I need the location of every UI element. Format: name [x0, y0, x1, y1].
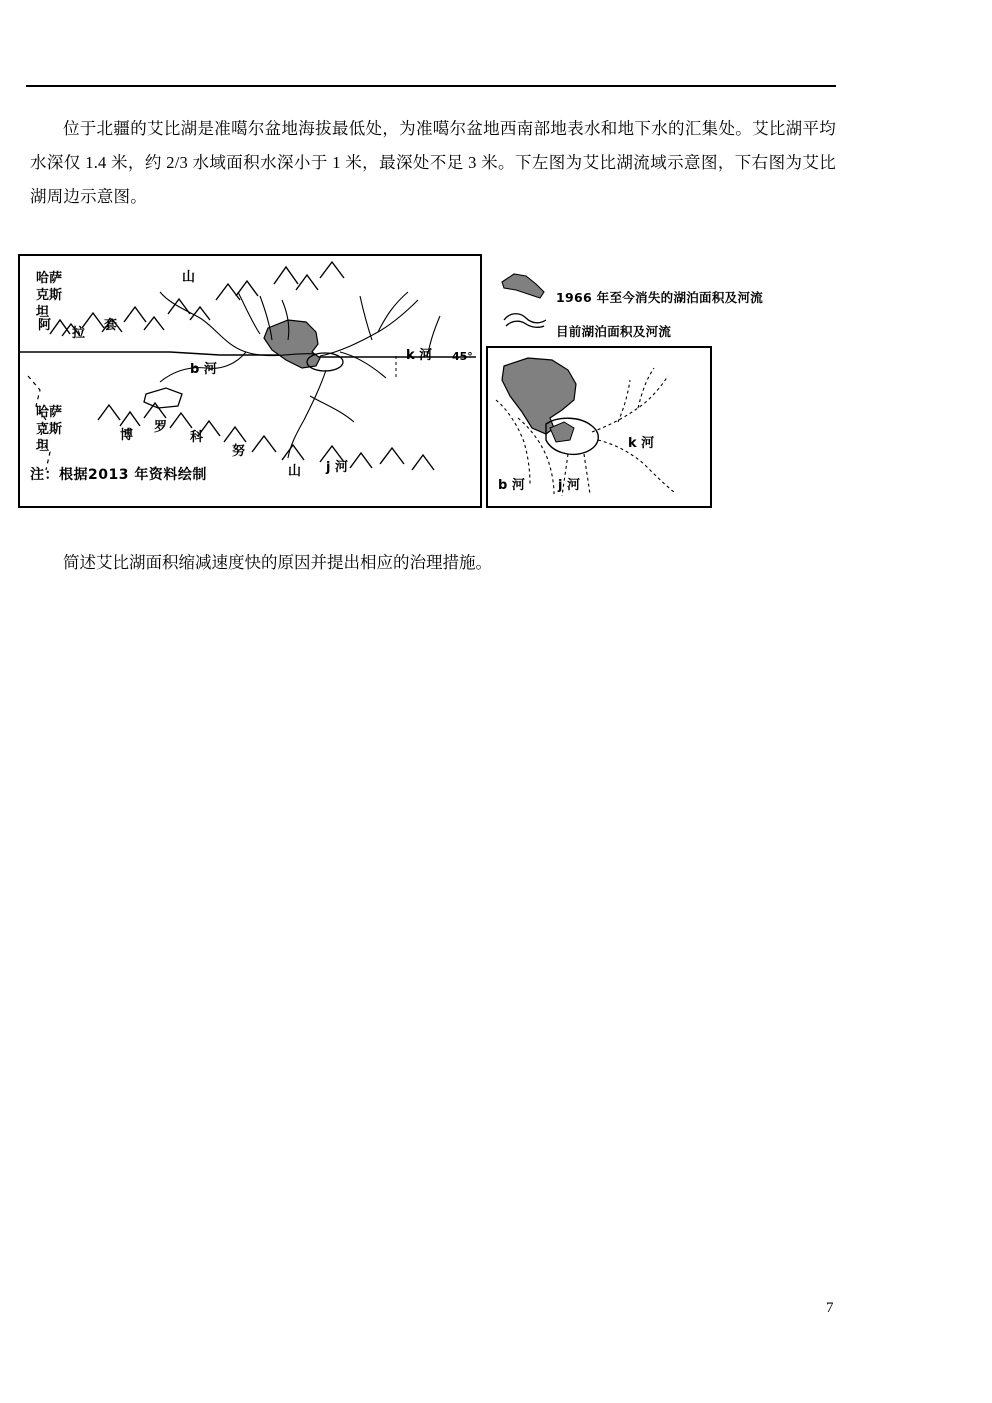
left-map-figure — [18, 254, 482, 508]
figure-group — [18, 250, 764, 512]
left-map-note: 注：根据2013 年资料绘制 — [30, 467, 207, 483]
right-map-label-j: j 河 — [558, 478, 580, 493]
passage-text: 位于北疆的艾比湖是准噶尔盆地海拔最低处，为准噶尔盆地西南部地表水和地下水的汇集处。艾比湖平均水深仅 1.4 米，约 2/3 水域面积水深小于 1 米，最深处不足 3 米。下左图为艾比湖流域示意图，下右图为艾比湖周边示意图。 — [30, 119, 836, 206]
left-map-label-12: 努 — [232, 444, 246, 459]
left-map-label-11: 科 — [190, 430, 204, 445]
left-map-label-8: 哈萨克斯坦 — [36, 405, 63, 454]
right-map-figure — [486, 346, 712, 508]
right-map-label-b: b 河 — [498, 478, 525, 493]
left-map-label-14: j 河 — [326, 460, 348, 475]
left-map-label-9: 博 — [120, 428, 134, 443]
left-map-label-4: 山 — [182, 270, 196, 285]
left-map-label-7: 45° — [452, 350, 473, 363]
legend-item-disappeared: 1966 年至今消失的湖泊面积及河流 — [556, 290, 764, 305]
question-prompt: 简述艾比湖面积缩减速度快的原因并提出相应的治理措施。 — [63, 553, 492, 572]
figure-legend — [496, 264, 796, 342]
left-map-label-10: 罗 — [154, 420, 168, 435]
left-map-label-2: 拉 — [72, 326, 86, 341]
right-map-label-k: k 河 — [628, 436, 655, 451]
left-map-label-3: 套 — [104, 318, 118, 333]
left-map-label-5: b 河 — [190, 362, 217, 377]
left-map-label-1: 阿 — [38, 318, 52, 333]
passage-paragraph — [30, 112, 836, 214]
legend-symbols — [496, 264, 556, 342]
legend-item-current: 目前湖泊面积及河流 — [556, 324, 672, 339]
left-map-label-0: 哈萨克斯坦 — [36, 271, 63, 320]
page-number: 7 — [826, 1300, 834, 1316]
left-map-label-6: k 河 — [406, 348, 433, 363]
header-rule — [26, 85, 836, 87]
left-map-label-13: 山 — [288, 464, 302, 479]
